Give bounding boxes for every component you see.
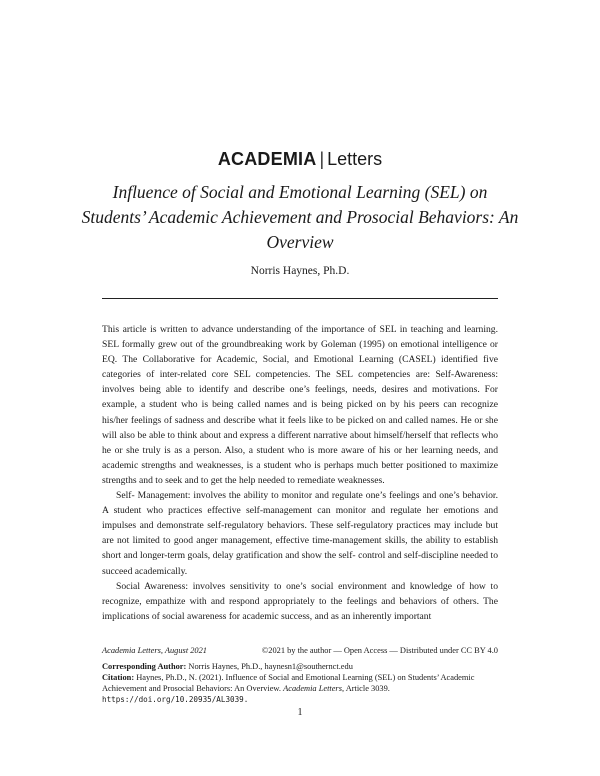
citation-label: Citation: (102, 673, 135, 682)
citation-journal: Academia Letters (283, 684, 342, 693)
corresponding-author-label: Corresponding Author: (102, 662, 187, 671)
title-divider (102, 298, 498, 299)
citation-article: , Article 3039. (341, 684, 390, 693)
journal-date: Academia Letters, August 2021 (102, 646, 207, 655)
corresponding-author-line (102, 661, 498, 672)
doi-link[interactable]: https://doi.org/10.20935/AL3039. (102, 695, 249, 704)
body-paragraph-3: Social Awareness: involves sensitivity to one’s social environment and knowledge of how to recognize, empathize with and respond appropriately to the feelings and behaviors of others. The implications of social awareness for academic success, and as an inherently important (102, 580, 498, 622)
footer-info (102, 661, 498, 705)
footer-meta (102, 645, 498, 656)
body-paragraph-2: Self- Management: involves the ability to monitor and regulate one’s feelings and one’s behavior. A student who practices effective self-management can monitor and regulate her emotions and impulses and demonstrate self-regulatory behaviors. These self-regulatory practices may include but are not limited to good anger management, effective time-management skills, the ability to establish short and longer-term goals, delay gratification and show the self- control and self-discipline needed to succeed academically. (102, 490, 498, 577)
corresponding-author-value: Norris Haynes, Ph.D., haynesn1@southernct.edu (188, 662, 353, 671)
author-name: Norris Haynes, Ph.D. (250, 265, 350, 277)
header-separator: | (319, 149, 325, 169)
citation-text: Haynes, Ph.D., N. (2021). Influence of Social and Emotional Learning (SEL) on Students’ Academic Achievement and Prosocial Behaviors: An Overview. (102, 673, 475, 693)
journal-name: Letters (327, 149, 383, 169)
citation-line (102, 672, 498, 694)
academia-logo-text: ACADEMIA (217, 149, 317, 169)
page-number: 1 (297, 707, 303, 718)
license-notice: ©2021 by the author — Open Access — Distributed under CC BY 4.0 (261, 646, 498, 655)
article-body (102, 322, 498, 624)
body-paragraph-1: This article is written to advance understanding of the importance of SEL in teaching and learning. SEL formally grew out of the groundbreaking work by Goleman (1995) on emotional intelligence or EQ. The Collaborative for Academic, Social, and Emotional Learning (CASEL) identified five categories of inter-related core SEL competencies. The SEL competencies are: Self-Awareness: involves being able to identify and describe one’s feelings, needs, desires and motivations. For example, a student who is being called names and is being picked on by his peers can recognize his/her feelings of sadness and describe what it feels like to be picked on and called names. He or she will also be able to think about and express a different narrative about himself/herself that reflects who he or she truly is as a person. Also, a student who is more aware of his or her learning needs, and academic strengths and weaknesses, is a student who is perhaps much better positioned to maximize strengths and to seek and to get the help needed to remediate weaknesses. (102, 324, 498, 486)
journal-header (0, 148, 600, 170)
article-title: Influence of Social and Emotional Learning (SEL) on Students’ Academic Achievement and Prosocial Behaviors: An Overview (81, 182, 519, 252)
